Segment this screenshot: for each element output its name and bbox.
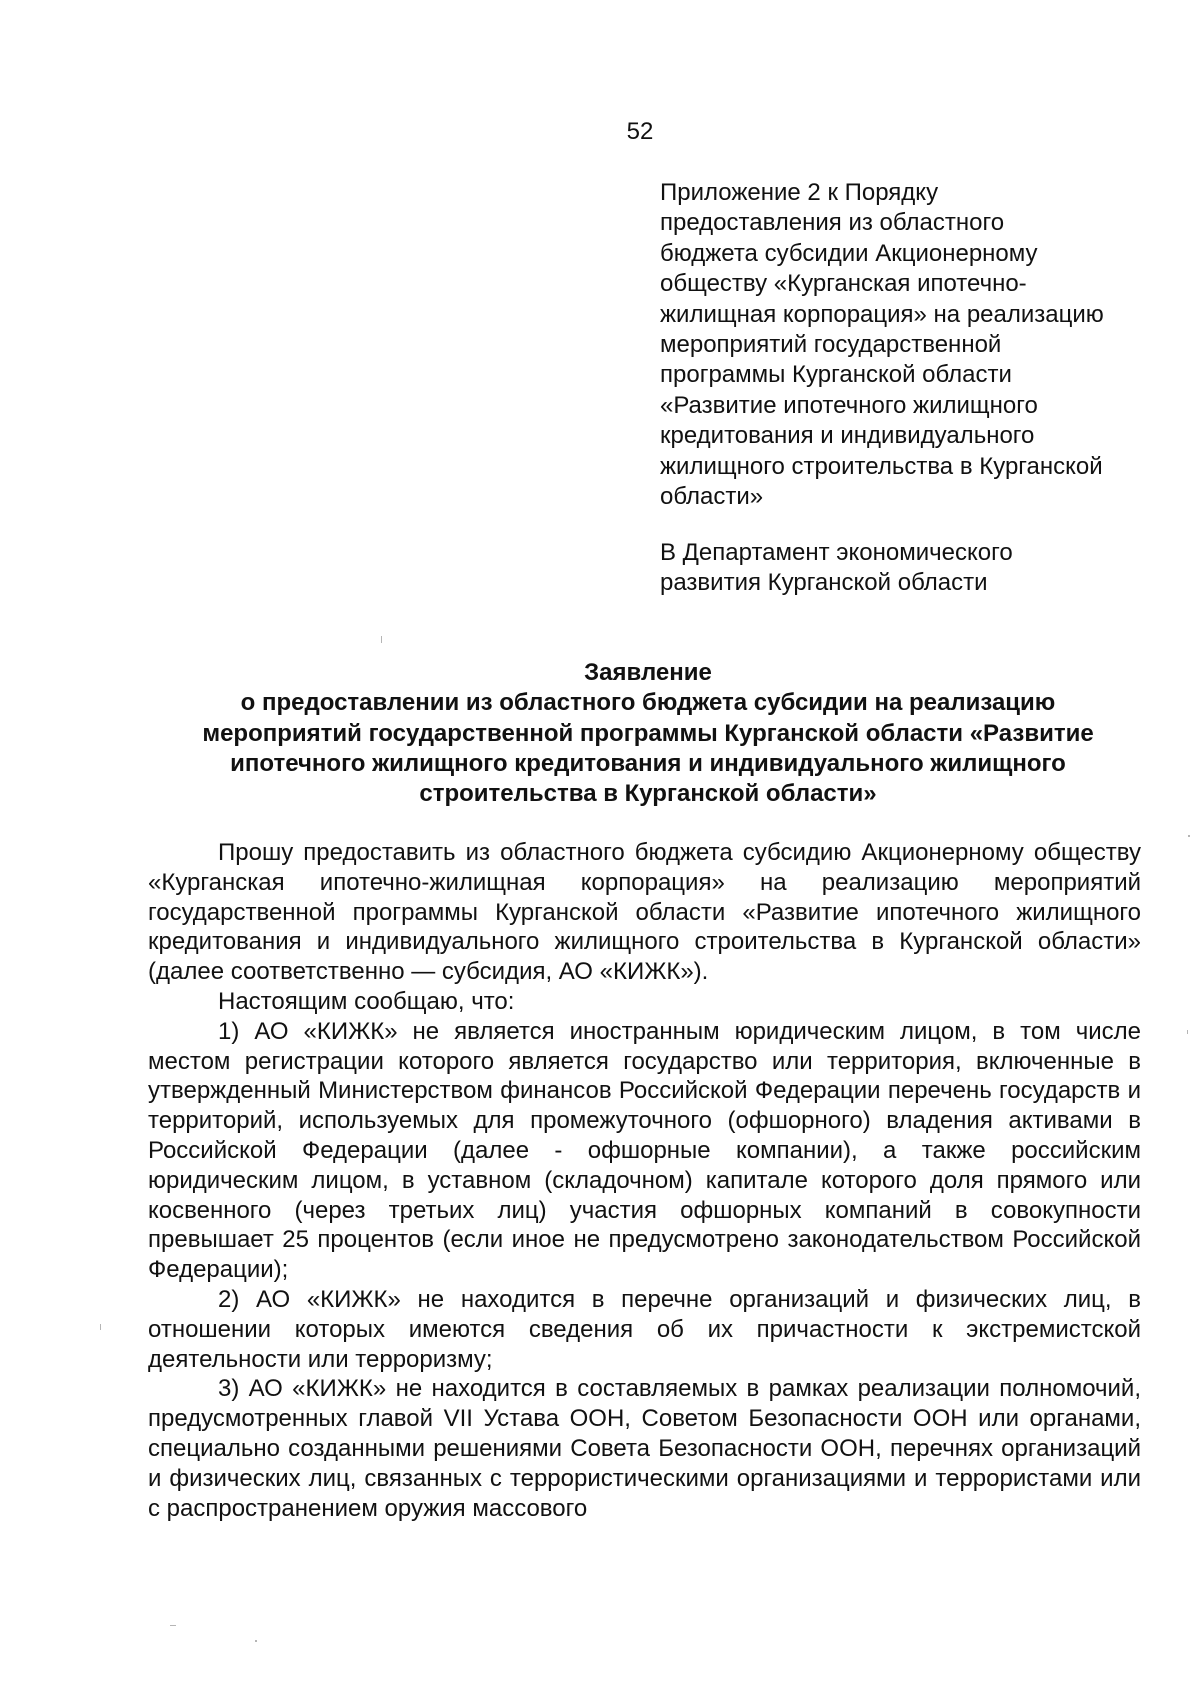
scan-speck xyxy=(255,1640,257,1642)
scan-speck xyxy=(1187,1030,1188,1034)
item-paragraph-1: 1) АО «КИЖК» не является иностранным юридическим лицом, в том числе местом регистрации которого является государство или территория, включенные в утвержденный Министерством финансов Российской Федерации перечень государств и территорий, используемых для промежуточного (офшорного) владения активами в Российской Федерации (далее - офшорные компании), а также российским юридическим лицом, в уставном (складочном) капитале которого доля прямого или косвенного (через третьих лиц) участия офшорных компаний в совокупности превышает 25 процентов (если иное не предусмотрено законодательством Российской Федерации); xyxy=(148,1017,1141,1284)
appendix-line: Приложение 2 к Порядку xyxy=(660,179,939,206)
appendix-line: обществу «Курганская ипотечно- xyxy=(660,270,1027,298)
appendix-line: жилищная корпорация» на реализацию xyxy=(660,300,1104,328)
appendix-line: области» xyxy=(660,483,764,511)
appendix-line: жилищного строительства в Курганской xyxy=(660,452,1103,480)
title-line: мероприятий государственной программы Курганской области «Развитие xyxy=(202,719,1094,747)
addressee-line: В Департамент экономического xyxy=(660,539,1013,566)
intro-paragraph: Настоящим сообщаю, что: xyxy=(218,987,515,1015)
document-title xyxy=(148,658,1148,809)
addressee-block xyxy=(660,538,1180,598)
title-line: строительства в Курганской области» xyxy=(419,780,877,808)
appendix-line: мероприятий государственной xyxy=(660,331,1002,359)
page-number: 52 xyxy=(626,118,654,145)
title-line: ипотечного жилищного кредитования и индивидуального жилищного xyxy=(230,749,1066,777)
appendix-line: предоставления из областного xyxy=(660,209,1005,237)
appendix-line: программы Курганской области xyxy=(660,361,1012,389)
title-heading: Заявление xyxy=(584,659,712,686)
appendix-line: кредитования и индивидуального xyxy=(660,422,1035,450)
document-body xyxy=(148,838,1141,1523)
title-line: о предоставлении из областного бюджета субсидии на реализацию xyxy=(240,689,1056,717)
request-paragraph: Прошу предоставить из областного бюджета субсидию Акционерному обществу «Курганская ипотечно-жилищная корпорация» на реализацию мероприятий государственной программы Курганской области «Развитие ипотечного жилищного кредитования и индивидуального жилищного строительства в Курганской области» (далее соответственно — субсидия, АО «КИЖК»). xyxy=(148,839,1141,986)
addressee-line: развития Курганской области xyxy=(660,569,988,596)
scan-speck xyxy=(100,1324,101,1330)
item-paragraph-3: 3) АО «КИЖК» не находится в составляемых в рамках реализации полномочий, предусмотренных главой VII Устава ООН, Советом Безопасности ООН или органами, специально созданными решениями Совета Безопасности ООН, перечнях организаций и физических лиц, связанных с террористическими организациями и террористами или с распространением оружия массового xyxy=(148,1375,1141,1522)
scan-speck xyxy=(381,636,382,643)
appendix-line: бюджета субсидии Акционерному xyxy=(660,239,1038,267)
scan-speck xyxy=(1188,835,1190,837)
item-paragraph-2: 2) АО «КИЖК» не находится в перечне организаций и физических лиц, в отношении которых имеются сведения об их причастности к экстремистской деятельности или терроризму; xyxy=(148,1285,1141,1373)
scan-speck xyxy=(170,1625,176,1626)
appendix-line: «Развитие ипотечного жилищного xyxy=(660,391,1038,419)
appendix-note xyxy=(660,178,1180,512)
